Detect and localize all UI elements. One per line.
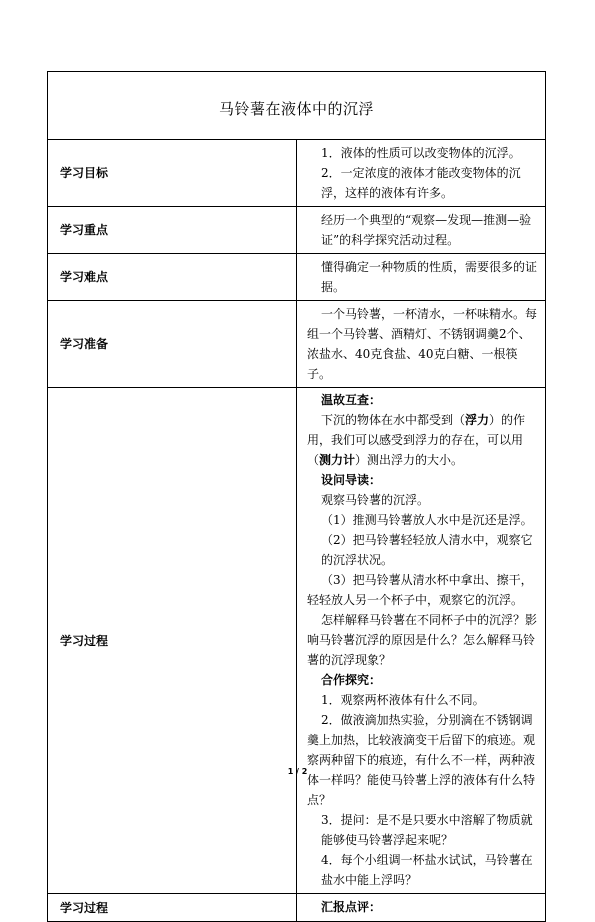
guide-step-2: （2）把马铃薯轻轻放人清水中，观察它的沉浮状况。 [321,533,533,567]
process2-content [297,894,546,922]
title-row [48,72,546,140]
guide-heading: 设问导读： [321,473,382,487]
focus-row [48,207,546,254]
page-title: 马铃薯在液体中的沉浮 [218,99,374,118]
preparation-content [297,301,546,388]
process-label: 学习过程 [48,388,297,894]
preparation-row [48,301,546,388]
report-heading: 汇报点评： [321,900,382,914]
coop-item-4: 4．每个小组调一杯盐水试试，马铃薯在盐水中能上浮吗？ [321,853,533,887]
guide-step-3: （3）把马铃薯从清水杯中拿出、擦干，轻轻放人另一个杯子中，观察它的沉浮。 [307,573,533,607]
difficulty-label: 学习难点 [48,254,297,301]
objective-item-1: 1．液体的性质可以改变物体的沉浮。 [321,146,521,160]
process-row [48,388,546,894]
process2-label: 学习过程 [48,894,297,922]
guide-step-1: （1）推测马铃薯放人水中是沉还是浮。 [321,513,533,527]
process2-row [48,894,546,922]
objectives-content [297,140,546,207]
preparation-text: 一个马铃薯，一杯清水，一杯味精水。每组一个马铃薯、酒精灯、不锈钢调羹2个、浓盐水、40克食盐、40克白糖、一根筷子。 [307,307,538,381]
review-paragraph [307,410,537,470]
coop-item-3: 3．提问：是不是只要水中溶解了物质就能够使马铃薯浮起来呢？ [321,813,533,847]
focus-text: 经历一个典型的“观察—发现—推测—验证”的科学探究活动过程。 [321,213,532,247]
objective-item-2: 2．一定浓度的液体才能改变物体的沉浮，这样的液体有许多。 [321,166,521,200]
process-content [297,388,546,894]
review-answer-1: 浮力 [465,413,490,427]
review-text-c: ）测出浮力的大小。 [355,453,464,467]
difficulty-content [297,254,546,301]
guide-question: 怎样解释马铃薯在不同杯子中的沉浮？影响马铃薯沉浮的原因是什么？怎么解释马铃薯的沉浮现象？ [307,613,538,667]
objectives-label: 学习目标 [48,140,297,207]
preparation-label: 学习准备 [48,301,297,388]
title-cell [48,72,546,140]
difficulty-text: 懂得确定一种物质的性质，需要很多的证据。 [321,260,538,294]
review-heading: 温故互查： [321,393,382,407]
difficulty-row [48,254,546,301]
review-text-a: 下沉的物体在水中都受到（ [321,413,466,427]
review-answer-2: 测力计 [319,453,356,467]
review-text-b: ）的作用，我们可以感受到浮力的存在，可以用（ [307,413,526,467]
objectives-row [48,140,546,207]
coop-item-2: 2．做液滴加热实验，分别滴在不锈钢调羹上加热，比较液滴变干后留下的痕迹。观察两种留下的痕迹，有什么不一样，两种液体一样吗？能使马铃薯上浮的液体有什么特点？ [307,713,536,807]
coop-heading: 合作探究： [321,673,382,687]
guide-intro: 观察马铃薯的沉浮。 [321,493,430,507]
focus-content [297,207,546,254]
page-number: 1 / 2 [287,767,308,776]
coop-item-1: 1．观察两杯液体有什么不同。 [321,693,485,707]
focus-label: 学习重点 [48,207,297,254]
lesson-plan-table [47,71,546,922]
